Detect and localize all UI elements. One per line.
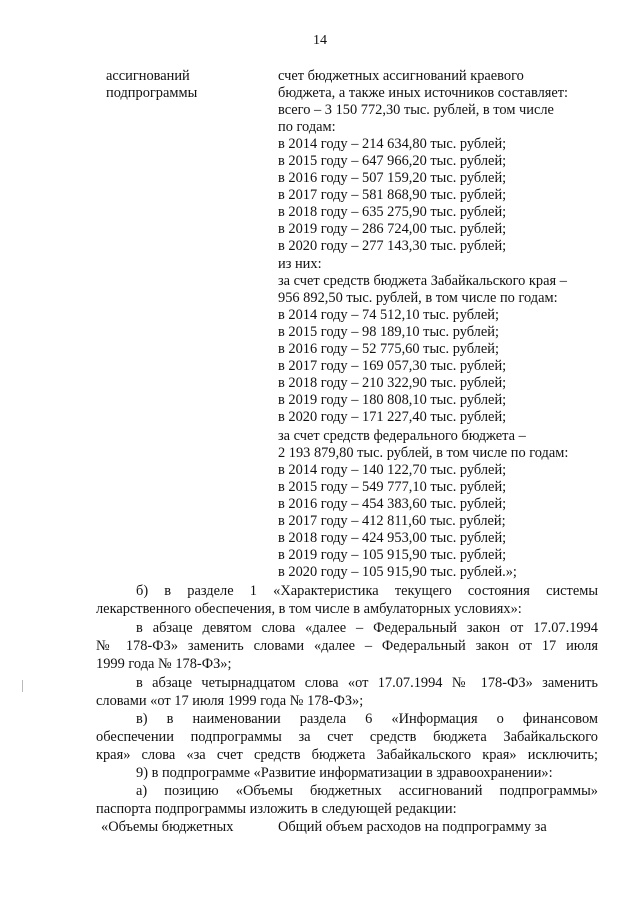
table-right-cell-line: за счет средств бюджета Забайкальского края – — [278, 273, 567, 289]
body-text-line: края» слова «за счет средств бюджета Забайкальского края» исключить; — [96, 747, 598, 763]
table-right-cell-line: в 2017 году – 581 868,90 тыс. рублей; — [278, 187, 507, 203]
table-right-cell-line: в 2018 году – 635 275,90 тыс. рублей; — [278, 204, 507, 220]
table-right-cell-line: в 2019 году – 180 808,10 тыс. рублей; — [278, 392, 507, 408]
table-right-cell-line: счет бюджетных ассигнований краевого — [278, 68, 524, 84]
table-left-cell-line: ассигнований — [106, 68, 190, 84]
table-right-cell-line: в 2016 году – 454 383,60 тыс. рублей; — [278, 496, 507, 512]
body-text-line: лекарственного обеспечения, в том числе в амбулаторных условиях»: — [96, 601, 522, 617]
body-text-line: № 178-ФЗ» заменить словами «далее – Федеральный закон от 17 июля — [96, 638, 598, 654]
body-text-line: в) в наименовании раздела 6 «Информация о финансовом — [136, 711, 598, 727]
body-text-line: обеспечении подпрограммы за счет средств бюджета Забайкальского — [96, 729, 598, 745]
table-right-cell-line: в 2019 году – 286 724,00 тыс. рублей; — [278, 221, 507, 237]
table-right-cell-line: в 2015 году – 98 189,10 тыс. рублей; — [278, 324, 499, 340]
body-text-line: 9) в подпрограмме «Развитие информатизации в здравоохранении»: — [136, 765, 553, 781]
table-right-cell-line: в 2016 году – 52 775,60 тыс. рублей; — [278, 341, 499, 357]
table-right-cell-line: всего – 3 150 772,30 тыс. рублей, в том числе — [278, 102, 554, 118]
table-right-cell-line: Общий объем расходов на подпрограмму за — [278, 819, 547, 835]
table-right-cell-line: бюджета, а также иных источников составляет: — [278, 85, 569, 101]
table-right-cell-line: в 2018 году – 210 322,90 тыс. рублей; — [278, 375, 507, 391]
table-right-cell-line: в 2014 году – 74 512,10 тыс. рублей; — [278, 307, 499, 323]
body-text-line: 1999 года № 178-ФЗ»; — [96, 656, 232, 672]
table-right-cell-line: в 2017 году – 169 057,30 тыс. рублей; — [278, 358, 507, 374]
table-left-cell-line: «Объемы бюджетных — [101, 819, 234, 835]
table-right-cell-line: в 2017 году – 412 811,60 тыс. рублей; — [278, 513, 506, 529]
table-right-cell-line: в 2020 году – 277 143,30 тыс. рублей; — [278, 238, 507, 254]
table-right-cell-line: в 2020 году – 171 227,40 тыс. рублей; — [278, 409, 507, 425]
table-right-cell-line: в 2016 году – 507 159,20 тыс. рублей; — [278, 170, 507, 186]
table-right-cell-line: в 2014 году – 140 122,70 тыс. рублей; — [278, 462, 507, 478]
table-right-cell-line: в 2015 году – 549 777,10 тыс. рублей; — [278, 479, 507, 495]
table-right-cell-line: за счет средств федерального бюджета – — [278, 428, 526, 444]
body-text-line: паспорта подпрограммы изложить в следующей редакции: — [96, 801, 457, 817]
table-right-cell-line: 2 193 879,80 тыс. рублей, в том числе по годам: — [278, 445, 569, 461]
table-right-cell-line: в 2019 году – 105 915,90 тыс. рублей; — [278, 547, 507, 563]
table-right-cell-line: в 2014 году – 214 634,80 тыс. рублей; — [278, 136, 507, 152]
page-number: 14 — [313, 33, 327, 48]
body-text-line: в абзаце четырнадцатом слова «от 17.07.1994 № 178-ФЗ» заменить — [136, 675, 598, 691]
table-right-cell-line: по годам: — [278, 119, 336, 135]
table-left-cell-line: подпрограммы — [106, 85, 198, 101]
body-text-line: а) позицию «Объемы бюджетных ассигнований подпрограммы» — [136, 783, 598, 799]
body-text-line: б) в разделе 1 «Характеристика текущего состояния системы — [136, 583, 598, 599]
table-right-cell-line: в 2018 году – 424 953,00 тыс. рублей; — [278, 530, 507, 546]
table-right-cell-line: в 2015 году – 647 966,20 тыс. рублей; — [278, 153, 507, 169]
body-text-line: в абзаце девятом слова «далее – Федеральный закон от 17.07.1994 — [136, 620, 598, 636]
table-right-cell-line: из них: — [278, 256, 322, 272]
scan-artifact — [22, 680, 23, 692]
table-right-cell-line: 956 892,50 тыс. рублей, в том числе по годам: — [278, 290, 558, 306]
body-text-line: словами «от 17 июля 1999 года № 178-ФЗ»; — [96, 693, 364, 709]
table-right-cell-line: в 2020 году – 105 915,90 тыс. рублей.»; — [278, 564, 517, 580]
